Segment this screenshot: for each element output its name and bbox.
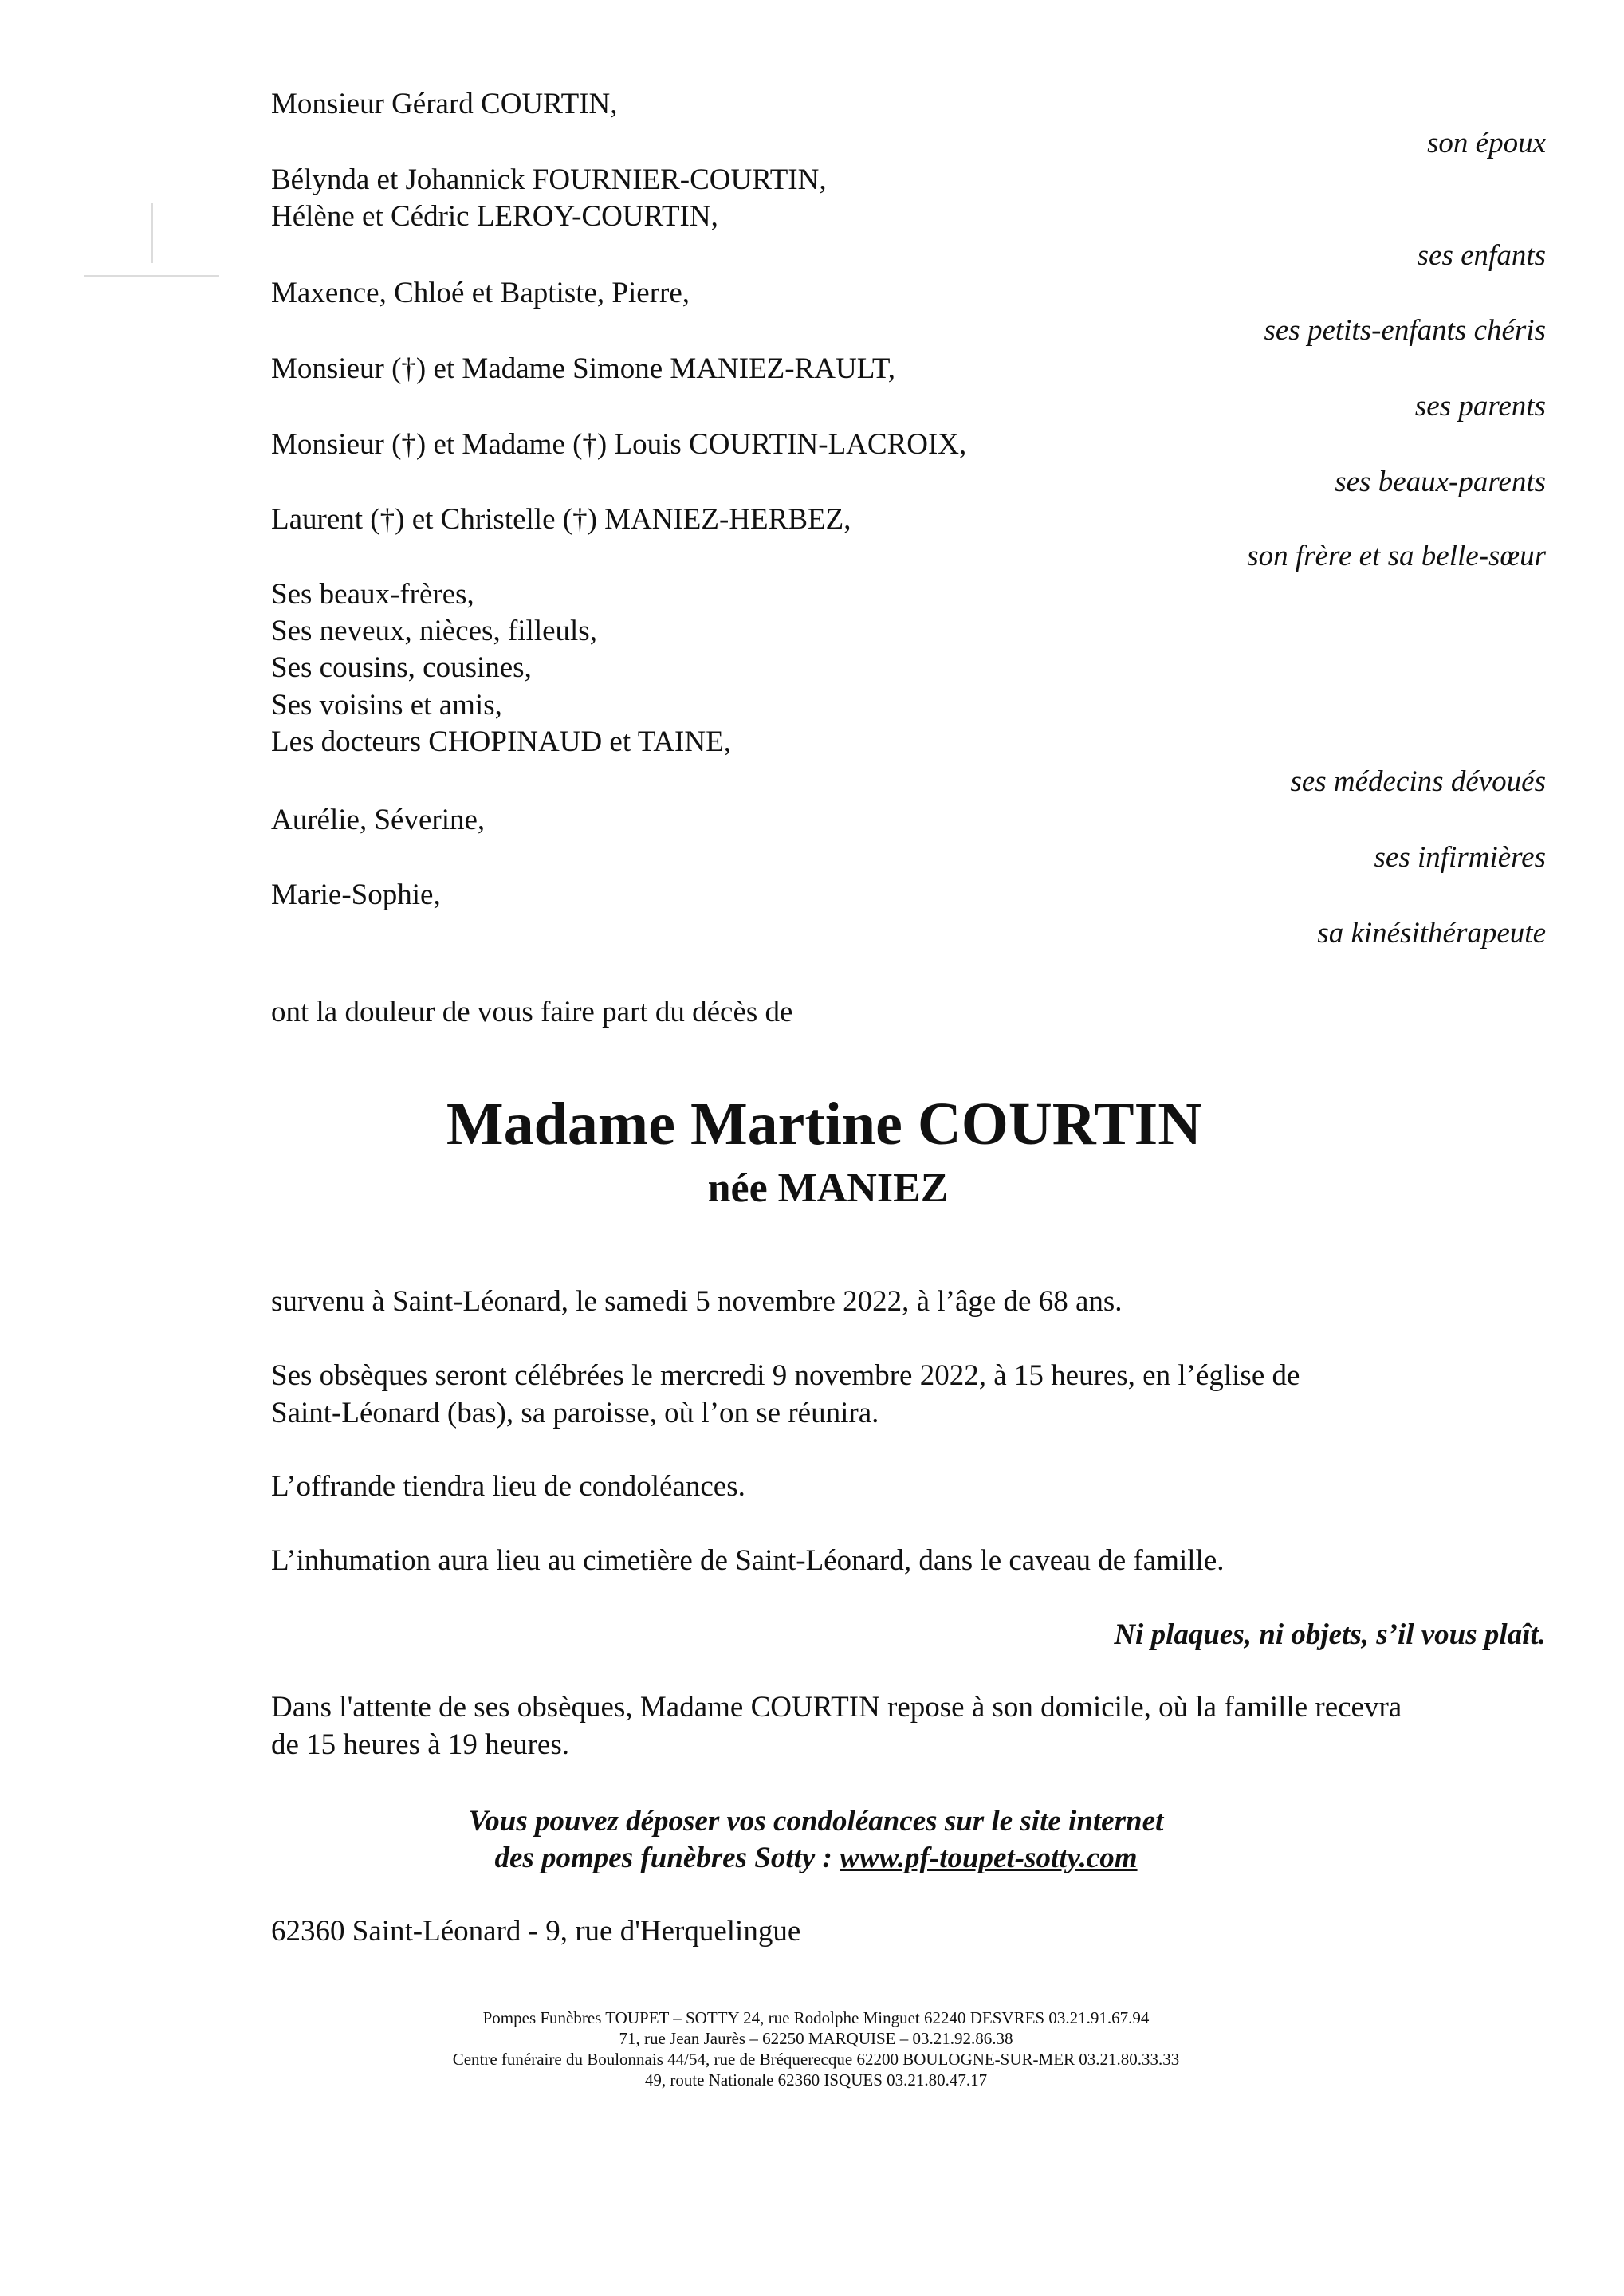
visitation-details-2: de 15 heures à 19 heures. <box>271 1728 569 1761</box>
death-details: survenu à Saint-Léonard, le samedi 5 novembre 2022, à l’âge de 68 ans. <box>271 1285 1123 1318</box>
family-spouse: Monsieur Gérard COURTIN, <box>271 88 618 120</box>
condolences-line-1: Vous pouvez déposer vos condoléances sur le site internet <box>468 1805 1164 1838</box>
family-nurses: Aurélie, Séverine, <box>271 804 486 836</box>
footer-line-1: Pompes Funèbres TOUPET – SOTTY 24, rue Rodolphe Minguet 62240 DESVRES 03.21.91.67.94 <box>482 2008 1150 2027</box>
relation-nurses: ses infirmières <box>1374 841 1546 874</box>
funeral-details-1: Ses obsèques seront célébrées le mercredi 9 novembre 2022, à 15 heures, en l’église de <box>271 1359 1300 1392</box>
family-physio: Marie-Sophie, <box>271 879 441 911</box>
funeral-details-2: Saint-Léonard (bas), sa paroisse, où l’on se réunira. <box>271 1397 879 1429</box>
relation-parents: ses parents <box>1414 390 1546 423</box>
footer-line-4: 49, route Nationale 62360 ISQUES 03.21.80.47.17 <box>644 2070 988 2090</box>
condolences-prefix: des pompes funèbres Sotty : <box>494 1842 840 1874</box>
visitation-details-1: Dans l'attente de ses obsèques, Madame COURTIN repose à son domicile, où la famille recevra <box>271 1691 1402 1724</box>
family-doctors: Les docteurs CHOPINAUD et TAINE, <box>271 725 731 758</box>
family-parents-in-law: Monsieur (†) et Madame (†) Louis COURTIN-LACROIX, <box>271 428 967 461</box>
deceased-name: Madame Martine COURTIN <box>446 1091 1202 1158</box>
condolences-website-link[interactable]: www.pf-toupet-sotty.com <box>840 1842 1138 1874</box>
relation-grandchildren: ses petits-enfants chéris <box>1264 314 1546 347</box>
footer-line-2: 71, rue Jean Jaurès – 62250 MARQUISE – 03.21.92.86.38 <box>619 2029 1013 2048</box>
family-child-1: Bélynda et Johannick FOURNIER-COURTIN, <box>271 163 827 196</box>
relation-spouse: son époux <box>1427 127 1546 159</box>
no-plaques-note: Ni plaques, ni objets, s’il vous plaît. <box>1114 1618 1546 1651</box>
home-address: 62360 Saint-Léonard - 9, rue d'Herquelingue <box>271 1915 801 1948</box>
condolences-line-2 <box>0 1840 1624 1877</box>
deceased-maiden-name: née MANIEZ <box>707 1166 949 1211</box>
family-neighbors: Ses voisins et amis, <box>271 689 502 721</box>
offering-note: L’offrande tiendra lieu de condoléances. <box>271 1470 745 1503</box>
relation-doctors: ses médecins dévoués <box>1290 765 1546 798</box>
family-cousins: Ses cousins, cousines, <box>271 651 532 684</box>
family-parents: Monsieur (†) et Madame Simone MANIEZ-RAULT, <box>271 352 896 385</box>
family-grandchildren: Maxence, Chloé et Baptiste, Pierre, <box>271 277 690 309</box>
family-brothers-in-law: Ses beaux-frères, <box>271 578 474 611</box>
burial-details: L’inhumation aura lieu au cimetière de Saint-Léonard, dans le caveau de famille. <box>271 1544 1225 1577</box>
relation-children: ses enfants <box>1417 239 1546 272</box>
family-nephews: Ses neveux, nièces, filleuls, <box>271 615 597 647</box>
scan-mark-horizontal <box>84 275 219 277</box>
relation-sibling: son frère et sa belle-sœur <box>1247 540 1546 572</box>
relation-physio: sa kinésithérapeute <box>1317 917 1546 949</box>
relation-parents-in-law: ses beaux-parents <box>1335 466 1546 498</box>
scan-mark-vertical <box>151 203 153 263</box>
family-child-2: Hélène et Cédric LEROY-COURTIN, <box>271 200 718 233</box>
footer-line-3: Centre funéraire du Boulonnais 44/54, rue de Bréquerecque 62200 BOULOGNE-SUR-MER 03.21.80.33.33 <box>452 2050 1180 2069</box>
family-sibling: Laurent (†) et Christelle (†) MANIEZ-HERBEZ, <box>271 503 851 536</box>
announcement: ont la douleur de vous faire part du décès de <box>271 996 793 1028</box>
